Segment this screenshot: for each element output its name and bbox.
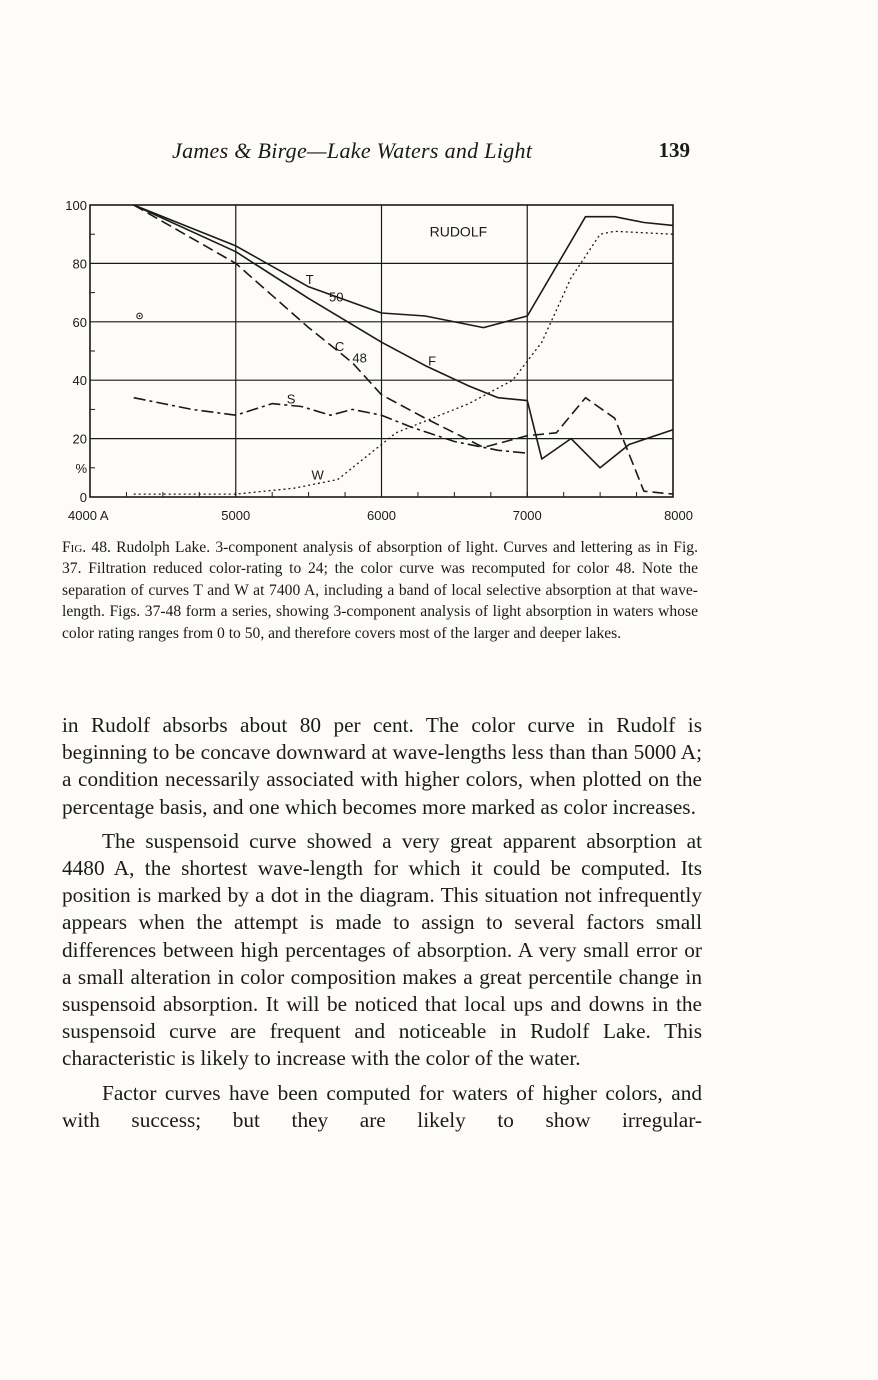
series-label-t: T <box>305 271 314 287</box>
chart-title: RUDOLF <box>429 223 488 240</box>
series-label-w: W <box>311 467 324 483</box>
page-number: 139 <box>658 138 690 162</box>
suspensoid-dot-center <box>139 315 141 317</box>
y-tick-label: 60 <box>72 314 87 330</box>
y-tick-label: 0 <box>79 490 87 505</box>
chart-series <box>134 205 673 494</box>
page-header <box>60 138 700 168</box>
paragraph-1: in Rudolf absorbs about 80 per cent. The color curve in Rudolf is beginning to be concave downward at wave-lengths less than than 5000 A; a condition necessarily associated with higher colors, when plotted on the percentage basis, and one which becomes more marked as color increases. <box>62 713 702 819</box>
y-tick-label: 20 <box>72 431 87 447</box>
absorption-chart <box>55 195 705 530</box>
x-tick-label: 8000 <box>664 508 693 523</box>
x-tick-label: 5000 <box>221 508 251 523</box>
body-text <box>62 712 702 1141</box>
y-tick-label: 80 <box>72 256 87 272</box>
y-tick-label: 100 <box>65 198 87 213</box>
caption-fig-label: Fig. 48. <box>62 539 111 556</box>
x-tick-label: 6000 <box>367 508 396 523</box>
series-line-c <box>134 205 673 494</box>
series-label-c: C <box>334 339 345 354</box>
x-tick-label: 4000 A <box>68 508 109 523</box>
series-label-t: 50 <box>329 289 344 305</box>
y-tick-label: % <box>75 460 87 476</box>
series-label-f: F <box>428 353 437 369</box>
y-tick-label: 40 <box>72 373 87 389</box>
x-tick-label: 7000 <box>512 508 542 523</box>
paragraph-3: Factor curves have been computed for waters of higher colors, and with success; but they are likely to show irregular- <box>62 1080 702 1132</box>
series-label-c: 48 <box>352 350 367 366</box>
chart-labels <box>65 198 693 523</box>
figure-48 <box>55 195 705 530</box>
caption-text: Rudolph Lake. 3-component analysis of absorption of light. Curves and lettering as in Fig. 37. Filtration reduced color-rating to 24; the color curve was recomputed for color 48. Note the separation of curves T and W at 7400 A, including a band of local selective absorption at that wave-length. Figs. 37-48 form a series, showing 3-component analysis of light absorption in waters whose color rating ranges from 0 to 50, and therefore covers most of the larger and deeper lakes. <box>62 539 698 642</box>
series-label-s: S <box>286 391 296 407</box>
series-line-f <box>134 205 673 468</box>
series-line-w <box>134 231 673 494</box>
series-line-t <box>134 205 673 328</box>
series-line-s <box>134 398 528 454</box>
paragraph-2: The suspensoid curve showed a very great apparent absorption at 4480 A, the shortest wave-length for which it could be computed. Its position is marked by a dot in the diagram. This situation not infrequently appears when the attempt is made to assign to several factors small differences between high percentages of absorption. A very small error or a small alteration in color composition makes a great percentile change in suspensoid absorption. It will be noticed that local ups and downs in the suspensoid curve are frequent and noticeable in Rudolf Lake. This characteristic is likely to increase with the color of the water. <box>62 828 702 1071</box>
running-head: James & Birge—Lake Waters and Light <box>172 138 533 163</box>
figure-caption <box>62 537 698 644</box>
